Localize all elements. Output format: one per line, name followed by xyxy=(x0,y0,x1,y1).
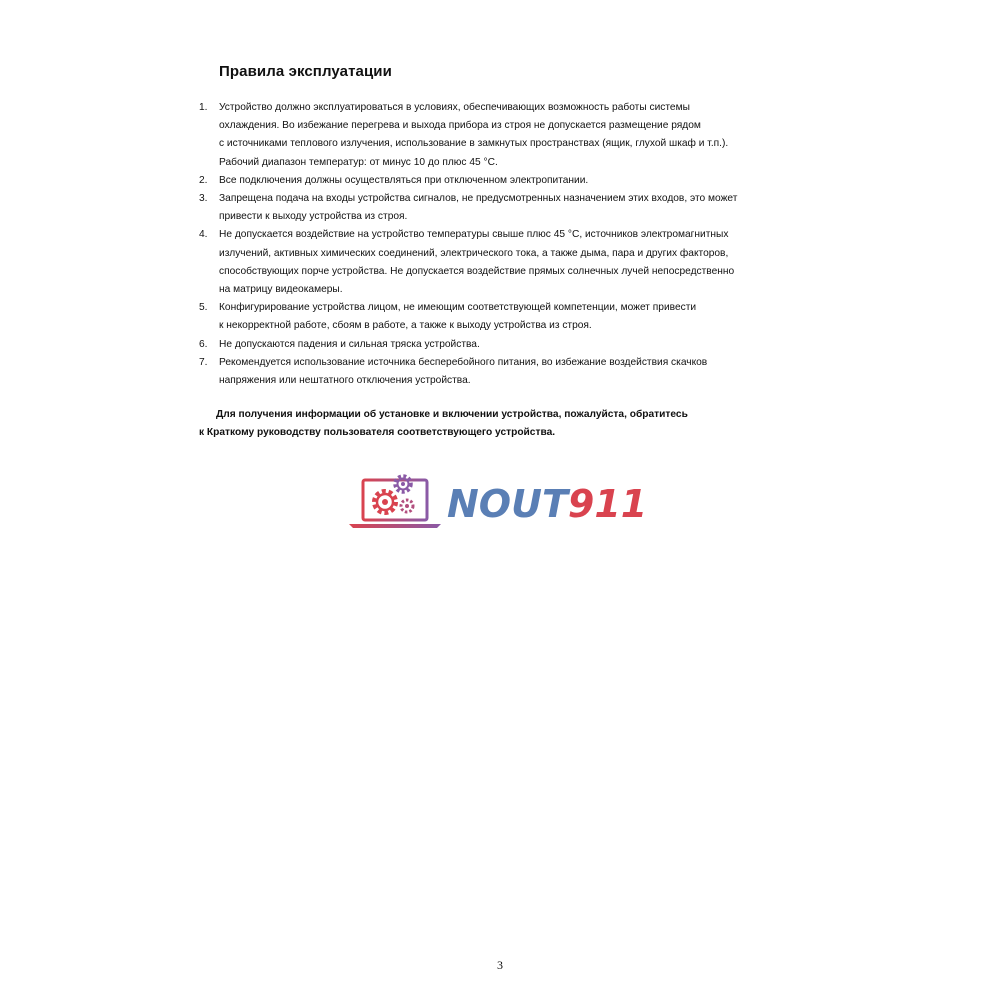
rule-text-line: способствующих порче устройства. Не допускается воздействие прямых солнечных лучей непосредственно xyxy=(219,265,735,277)
rule-item xyxy=(199,299,799,335)
rule-text-line: к некорректной работе, сбоям в работе, а также к выходу устройства из строя. xyxy=(219,320,592,332)
rule-text-line: Не допускаются падения и сильная тряска устройства. xyxy=(219,338,480,350)
rule-text-line: Рекомендуется использование источника бесперебойного питания, во избежание воздействия скачков xyxy=(219,356,708,368)
rule-text-line: Рабочий диапазон температур: от минус 10 до плюс 45 °C. xyxy=(219,156,498,168)
laptop-gears-icon xyxy=(349,476,441,528)
page-title: Правила эксплуатации xyxy=(219,63,392,80)
rule-text xyxy=(219,336,799,354)
rules-list xyxy=(199,99,799,390)
rule-text-line: привести к выходу устройства из строя. xyxy=(219,211,408,223)
rule-item xyxy=(199,226,799,299)
rule-item xyxy=(199,354,799,390)
rule-number: 7. xyxy=(199,356,208,368)
rule-text-line: охлаждения. Во избежание перегрева и выхода прибора из строя не допускается размещение рядом xyxy=(219,120,701,132)
small-gear-icon xyxy=(395,476,411,492)
rule-text-line: Не допускается воздействие на устройство температуры свыше плюс 45 °C, источников электромагнитных xyxy=(219,229,729,241)
rule-text-line: Устройство должно эксплуатироваться в условиях, обеспечивающих возможность работы системы xyxy=(219,102,690,113)
rule-text xyxy=(219,226,799,299)
rule-item xyxy=(199,172,799,190)
note-line: Для получения информации об установке и включении устройства, пожалуйста, обратитесь xyxy=(216,409,688,420)
logo-wordmark xyxy=(447,482,647,526)
rule-text xyxy=(219,172,799,190)
rule-number: 5. xyxy=(199,302,208,314)
rule-text-line: на матрицу видеокамеры. xyxy=(219,284,343,296)
note-line: к Краткому руководству пользователя соответствующего устройства. xyxy=(199,427,556,439)
tiny-gear-icon xyxy=(401,500,413,512)
rule-text xyxy=(219,299,799,335)
rule-text-line: Конфигурирование устройства лицом, не имеющим соответствующей компетенции, может привести xyxy=(219,302,697,314)
rule-text-line: напряжения или нештатного отключения устройства. xyxy=(219,375,471,387)
large-gear-icon xyxy=(374,491,396,513)
rule-item xyxy=(199,99,799,172)
rule-number: 2. xyxy=(199,174,208,186)
rule-number: 4. xyxy=(199,229,208,241)
rule-number: 1. xyxy=(199,102,208,113)
rule-text-line: Все подключения должны осуществляться при отключенном электропитании. xyxy=(219,174,589,186)
rule-text-line: излучений, активных химических соединений, электрического тока, а также дыма, пара и других факторов, xyxy=(219,247,729,259)
nout911-logo xyxy=(345,464,655,534)
logo-text-blue: NOUT xyxy=(447,482,568,526)
rule-item xyxy=(199,336,799,354)
page-number: 3 xyxy=(497,958,503,972)
logo-text-red: 911 xyxy=(567,482,648,526)
rule-item xyxy=(199,190,799,226)
rule-number: 3. xyxy=(199,193,208,205)
rule-text xyxy=(219,99,799,172)
rule-text xyxy=(219,354,799,390)
rule-text-line: с источниками теплового излучения, использование в замкнутых пространствах (ящик, глухой шкаф и т.п.). xyxy=(219,138,729,150)
rule-text xyxy=(219,190,799,226)
rule-number: 6. xyxy=(199,338,208,350)
rule-text-line: Запрещена подача на входы устройства сигналов, не предусмотренных назначением этих входов, это может xyxy=(219,193,738,205)
installation-note xyxy=(199,406,688,443)
